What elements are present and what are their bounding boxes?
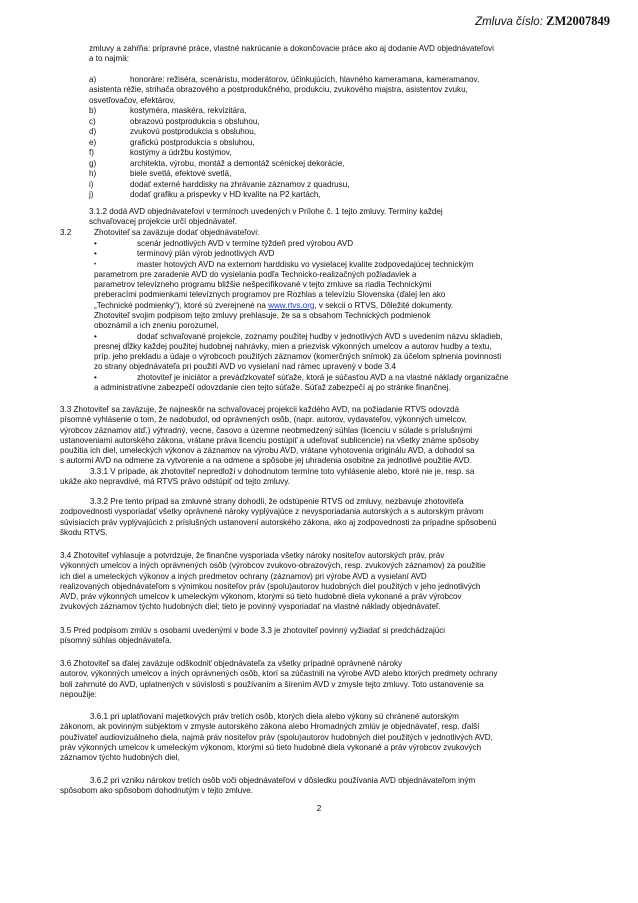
contract-header [475,14,610,29]
section-3-3: 3.3 Zhotoviteľ sa zaväzuje, že najneskôr na schvaľovacej projekcii každého AVD, na požiadanie RTVS odovzdá písomné vyhlásenie o tom, že nadobudol, od oprávnených osôb, (napr. autorov, vydavateľov, výkonných umelcov, výrobcov záznamov atď.) výhradný, vecne, časovo a územne neobmedzený súhlas (licenciu v súlade s príslušnými ustanoveniami autorského zákona, vrátane práva licenciu postúpiť a udeľovať sublicencie) na všetky známe spôsoby použitia ich diel, umeleckých výkonov a záznamov na výrobu AVD, vrátane vyhotovenia originálu AVD, a dohodol sa s autormi AVD na odmene za vytvorenie a na odmene a spôsobe jej uhradenia osobitne za jednotlivé použitie AVD. 3.3.1 V prípade, ak zhotoviteľ nepredloží v dohodnutom termíne toto vyhlásenie alebo, ktoré nie je, resp. sa ukáže ako nepravdivé, má RTVS právo odstúpiť od tejto zmluvy. [60,405,479,487]
intro-paragraph: zmluvy a zahŕňa: prípravné práce, vlastné nakrúcanie a dokončovacie práce ako aj dodanie AVD objednávateľovi a to najmä: [89,44,494,64]
bullet-icon: • [94,261,97,268]
list-item-a-lines: asistenta réžie, strihača obrazového a postprodukčného, produkciu, zvukového majstra, asistentov zvuku, osvetľovačov, efektárov, [89,85,468,105]
section-3-2-heading: Zhotoviteľ sa zaväzuje dodať objednávateľovi: [94,228,260,237]
section-3-6-2: 3.6.2 pri vzniku nárokov tretích osôb voči objednávateľovi v dôsledku používania AVD objednávateľom iným spôsobom ako spôsobom dohodnutým v tejto zmluve. [60,776,476,796]
bullet-item: scenár jednotlivých AVD v termíne týždeň pred výrobou AVD [137,238,354,248]
list-label-a: a) [89,75,97,84]
contract-number: ZM2007849 [546,14,610,28]
bullet-icon: • [94,238,97,248]
bullet-item-master-cont: parametrom pre zaradenie AVD do vysielania podľa Technicko-realizačných požiadaviek a parametrov televízneho programu bližšie nešpecifikované v tejto zmluve sa riadia Technickými preberacími podmienkami televíznych programov pre Rozhlas a televíziu Slovenska (ďalej len ako „Technické podmienky“), ktoré sú zverejnené na www.rtvs.org, v sekcii o RTVS, Dôležité dokumenty. Zhotoviteľ svojim podpisom tejto zmluvy prehlasuje, že sa s obsahom Technických podmienok oboznámil a ich zneniu porozumel, [94,269,454,331]
page-number: 2 [316,803,322,813]
contract-label: Zmluva číslo: [475,16,543,28]
bullet-item-master: master hotových AVD na externom harddisku vo vysielacej kvalite zodpovedajúcej technickým [137,259,474,269]
section-3-6: 3.6 Zhotoviteľ sa ďalej zaväzuje odškodniť objednávateľa za všetky prípadné oprávnené nároky autorov, výkonných umelcov a iných oprávnených osôb, ktorí sa zúčastnili na výrobe AVD alebo ktorých predmety ochrany boli zahrnuté do AVD, uplatnených v súvislosti s používaním a šírením AVD v zmysle tejto zmluvy. Toto ustanovenie sa nepoužije: [60,659,498,699]
bullet-item-contest-cont: a administratívne zabezpečí odovzdanie cien tejto súťaže. Súťaž zabezpečí aj po stránke finančnej. [94,383,451,393]
section-number-3-2: 3.2 [60,228,72,237]
document-page: Zmluva číslo: ZM2007849 zmluvy a zahŕňa: prípravné práce, vlastné nakrúcanie a dokončovacie práce ako aj dodanie AVD objednávateľovi a to najmä: a) honoráre: režiséra, scenáristu, moderátorov, účinkujúcich, hlavného kameramana, kameramanov, asistenta réžie, strihača obrazového a postprodukčného, produkciu, zvukového majstra, asistentov zvuku, osvetľovačov, efektárov, b) kostyméra, maskéra, rekvizitára, c) obrazovú postprodukcia s obsluhou, d) zvukovú postprodukcia s obsluhou, e) grafickú postprodukcia s obsluhou, f) kostýmy a údržbu kostýmov, g) architekta, výrobu, montáž a demontáž scénickej dekorácie, h) biele svetlá, efektové svetlá, i) dodať externé harddisky na zhrávanie záznamov z quadrusu, j) dodať grafiku a prispevky v HD kvalite na P2 kartách, 3.1.2 dodá AVD objednávateľovi v termínoch uvedených v Prílohe č. 1 tejto zmluvy. Termíny každej schvaľovacej projekcie určí objednávateľ. 3.2 Zhotoviteľ sa zaväzuje dodať objednávateľovi: • scenár jednotlivých AVD v termíne týždeň pred výrobou AVD • termínový plán výrob jednotlivých AVD • master hotových AVD na externom harddisku vo vysielacej kvalite zodpovedajúcej technickým parametrom pre zaradenie AVD do vysielania podľa Technicko-realizačných požiadaviek a parametrov televízneho programu bližšie nešpecifikované v tejto zmluve sa riadia Technickými preberacími podmienkami televíznych programov pre Rozhlas a televíziu Slovenska (ďalej len ako „Technické podmienky“), ktoré sú zverejnené na www.rtvs.org, v sekcii o RTVS, Dôležité dokumenty. Zhotoviteľ svojim podpisom tejto zmluvy prehlasuje, že sa s obsahom Technických podmienok oboznámil a ich zneniu porozumel, • dodať schvaľované projekcie, zoznamy použitej hudby v jednotlivých AVD s uvedením názvu skladieb, presnej dĺžky každej použitej hudobnej nahrávky, mien a priezvisk výkonných umelcov a autorov hudby a textu, príp. jeho prekladu a údaje o výrobcoch použitých záznamov (komerčných snímok) za účelom splnenia povinnosti zo strany objednávateľa pri použití AVD vo vysielaní nad rámec upravený v bode 3.4 • zhotoviteľ je iniciátor a preváďzkovateľ súťaže, ktorá je súčasťou AVD a na vlastné náklady organizačne a administratívne zabezpečí odovzdanie cien tejto súťaže. Súťaž zabezpečí aj po stránke finančnej. 3.3 Zhotoviteľ sa zaväzuje, že najneskôr na schvaľovacej projekcii každého AVD, na požiadanie RTVS odovzdá písomné vyhlásenie o tom, že nadobudol, od oprávnených osôb, (napr. autorov, vydavateľov, výkonných umelcov, výrobcov záznamov atď.) výhradný, vecne, časovo a územne neobmedzený súhlas (licenciu v súlade s príslušnými ustanoveniami autorského zákona, vrátane práva licenciu postúpiť a udeľovať sublicencie) na všetky známe spôsoby použitia ich diel, umeleckých výkonov a záznamov na výrobu AVD, vrátane vyhotovenia originálu AVD, a dohodol sa s autormi AVD na odmene za vytvorenie a na odmene a spôsobe jej uhradenia osobitne za jednotlivé použitie AVD. 3.3.1 V prípade, ak zhotoviteľ nepredloží v dohodnutom termíne toto vyhlásenie alebo, ktoré nie je, resp. sa ukáže ako nepravdivé, má RTVS právo odstúpiť od tejto zmluvy. 3.3.2 Pre tento prípad sa zmluvné strany dohodli, že odstúpenie RTVS od zmluvy, nezbavuje zhotoviteľa zodpovednosti vysporiadať všetky oprávnené nároky vyplývajúce z nevysporiadania autorských a s autorským právom súvisiacich práv vyplývajúcich z príslušných ustanovení autorského zákona, ako aj zodpovednosti za prípadne spôsobenú škodu RTVS. 3.4 Zhotoviteľ vyhlasuje a potvrdzuje, že finančne vysporiada všetky nároky nositeľov autorských práv, práv výkonných umelcov a iných oprávnených osôb (výrobcov zvukovo-obrazových, resp. zvukových záznamov) za použitie ich diel a umeleckých výkonov a iných predmetov ochrany (záznamov) pri výrobe AVD a vysielaní AVD realizovaných objednávateľom s výnimkou nositeľov práv (spolu)autorov hudobných diel použitých v jeho jednotlivých AVD, práv výkonných umelcov k umeleckým výkonom, ktorými sú tieto hudobné diela vykonané a práv výrobcov zvukových záznamov týchto hudobných diel; tieto je povinný vysporiadať na vlastné náklady objednávateľ. 3.5 Pred podpisom zmlúv s osobami uvedenými v bode 3.3 je zhotoviteľ povinný vyžiadať si predchádzajúci písomný súhlas objednávateľa. 3.6 Zhotoviteľ sa ďalej zaväzuje odškodniť objednávateľa za všetky prípadné oprávnené nároky autorov, výkonných umelcov a iných oprávnených osôb, ktorí sa zúčastnili na výrobe AVD alebo ktorých predmety ochrany boli zahrnuté do AVD, uplatnených v súvislosti s používaním a šírením AVD v zmysle tejto zmluvy. Toto ustanovenie sa nepoužije: 3.6.1 pri uplatňovaní majetkových práv tretích osôb, ktorých diela alebo výkony sú chránené autorským zákonom, ak povinným subjektom v zmysle autorského zákona alebo Hromadných zmlúv je objednávateľ, resp. ďalší používateľ audiovizuálneho diela, najmä práv nositeľov práv (spolu)autorov hudobných diel použitých v jednotlivých AVD, práv výkonných umelcov k umeleckým výkonom, ktorými sú tieto hudobné diela vykonané a práv výrobcov zvukových záznamov týchto hudobných diel, 3.6.2 pri vzniku nárokov tretích osôb voči objednávateľovi v dôsledku používania AVD objednávateľom iným spôsobom ako spôsobom dohodnutým v tejto zmluve. 2 [0,0,638,903]
section-3-6-1: 3.6.1 pri uplatňovaní majetkových práv tretích osôb, ktorých diela alebo výkony sú chránené autorským zákonom, ak povinným subjektom v zmysle autorského zákona alebo Hromadných zmlúv je objednávateľ, resp. ďalší používateľ audiovizuálneho diela, najmä práv nositeľov práv (spolu)autorov hudobných diel použitých v jednotlivých AVD, práv výkonných umelcov k umeleckým výkonom, ktorými sú tieto hudobné diela vykonané a práv výrobcov zvukových záznamov týchto hudobných diel, [60,712,493,763]
bullet-icon: • [94,331,97,341]
bullet-icon: • [94,249,97,258]
bullet-item: termínový plán výrob jednotlivých AVD [137,249,275,258]
list-item-a-line1: honoráre: režiséra, scenáristu, moderátorov, účinkujúcich, hlavného kameramana, kameramanov, [130,75,480,84]
section-3-4: 3.4 Zhotoviteľ vyhlasuje a potvrdzuje, že finančne vysporiada všetky nároky nositeľov autorských práv, práv výkonných umelcov a iných oprávnených osôb (výrobcov zvukovo-obrazových, resp. zvukových záznamov) za použitie ich diel a umeleckých výkonov a iných predmetov ochrany (záznamov) pri výrobe AVD a vysielaní AVD realizovaných objednávateľom s výnimkou nositeľov práv (spolu)autorov hudobných diel použitých v jeho jednotlivých AVD, práv výkonných umelcov k umeleckým výkonom, ktorými sú tieto hudobné diela vykonané a práv výrobcov zvukových záznamov týchto hudobných diel; tieto je povinný vysporiadať na vlastné náklady objednávateľ. [60,551,486,612]
bullet-item-music: dodať schvaľované projekcie, zoznamy použitej hudby v jednotlivých AVD s uvedením názvu skladieb, [137,331,503,341]
bullet-icon: • [94,373,97,382]
section-3-5: 3.5 Pred podpisom zmlúv s osobami uvedenými v bode 3.3 je zhotoviteľ povinný vyžiadať si predchádzajúci písomný súhlas objednávateľa. [60,626,446,646]
bullet-item-contest: zhotoviteľ je iniciátor a preváďzkovateľ súťaže, ktorá je súčasťou AVD a na vlastné náklady organizačne [137,373,509,382]
section-3-3-2: 3.3.2 Pre tento prípad sa zmluvné strany dohodli, že odstúpenie RTVS od zmluvy, nezbavuje zhotoviteľa zodpovednosti vysporiadať všetky oprávnené nároky vyplývajúce z nevysporiadania autorských a s autorským právom súvisiacich práv vyplývajúcich z príslušných ustanovení autorského zákona, ako aj zodpovednosti za prípadne spôsobenú škodu RTVS. [60,497,497,537]
section-3-1-2: 3.1.2 dodá AVD objednávateľovi v termínoch uvedených v Prílohe č. 1 tejto zmluvy. Termíny každej schvaľovacej projekcie určí objednávateľ. [89,207,443,227]
bullet-item-music-cont: presnej dĺžky každej použitej hudobnej nahrávky, mien a priezvisk výkonných umelcov a autorov hudby a textu, príp. jeho prekladu a údaje o výrobcoch použitých záznamov (komerčných snímok) za účelom splnenia povinnosti zo strany objednávateľa pri použití AVD vo vysielaní nad rámec upravený v bode 3.4 [94,341,502,372]
rtvs-link[interactable]: www.rtvs.org [268,300,315,310]
